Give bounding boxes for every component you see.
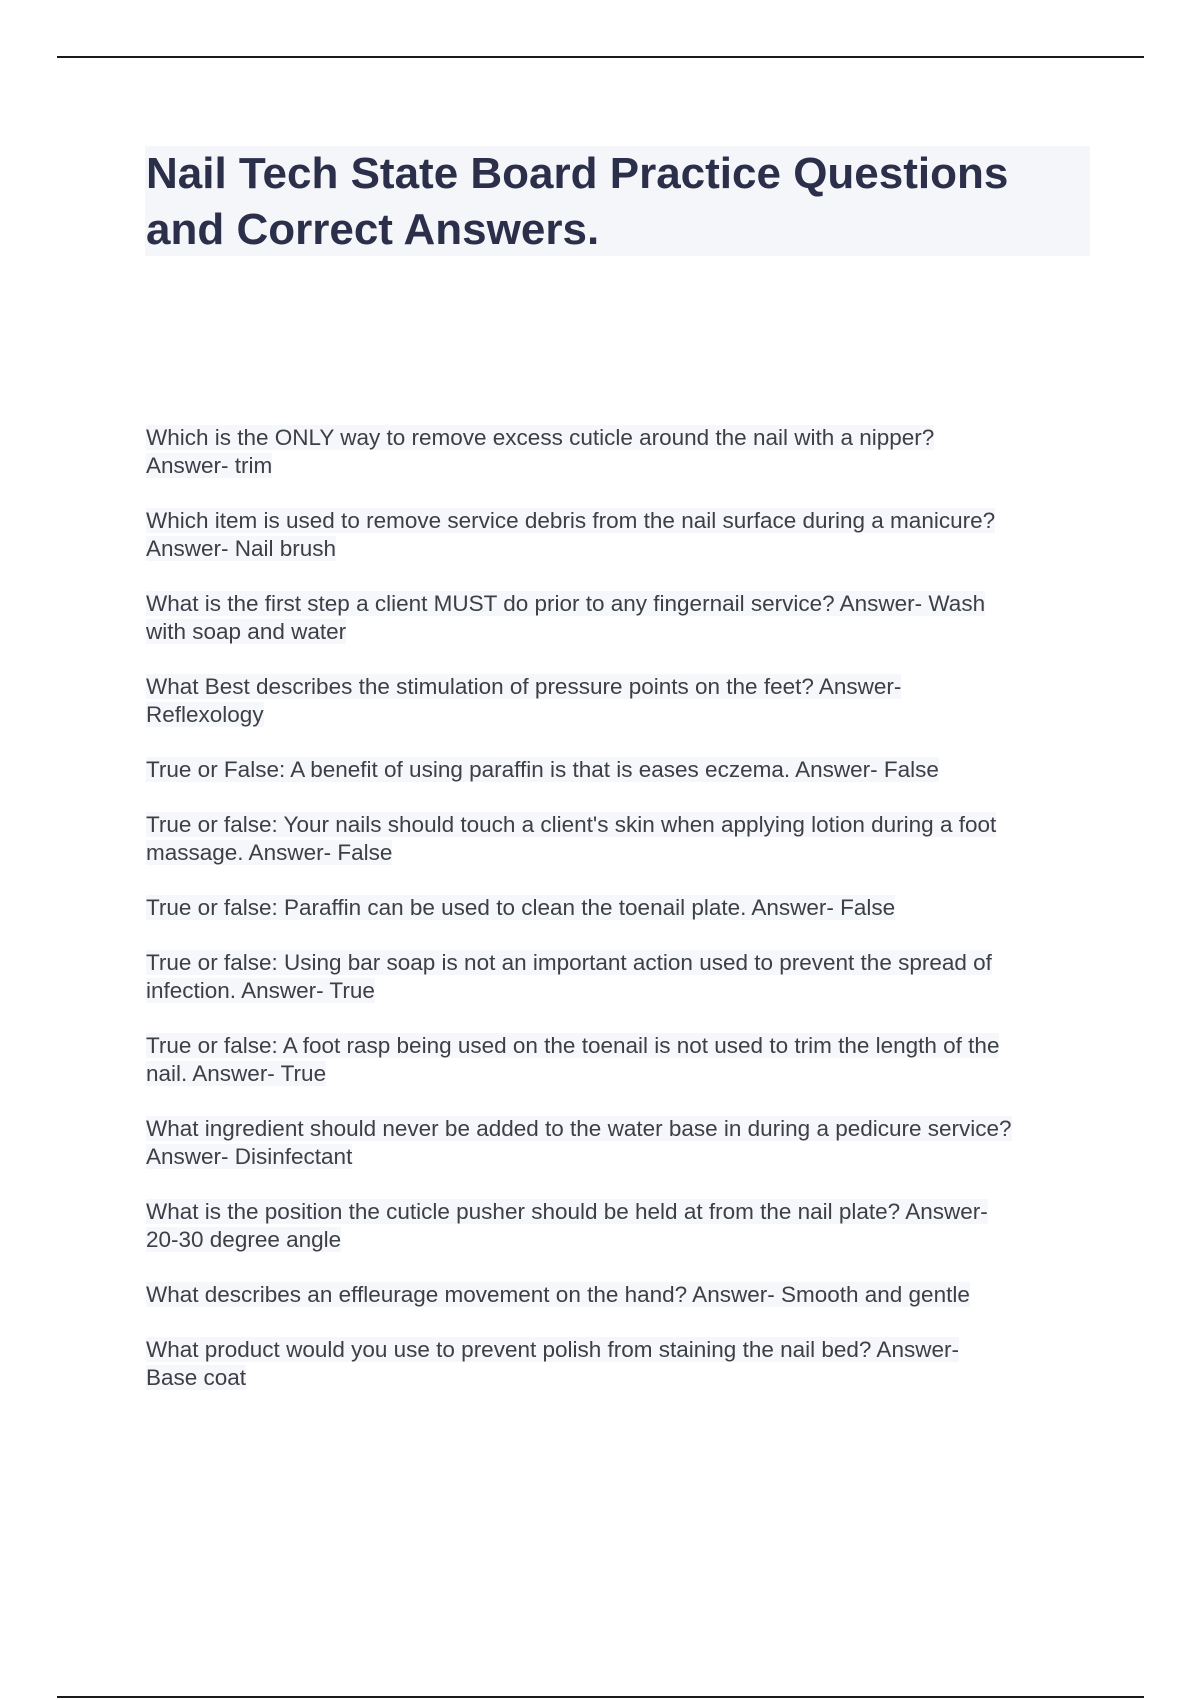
qa-text: What product would you use to prevent polish from staining the nail bed? Answer- Base coat [146,1337,959,1390]
document-title: Nail Tech State Board Practice Questions and Correct Answers. [146,149,1009,254]
bottom-rule [57,1696,1144,1698]
qa-text: What ingredient should never be added to the water base in during a pedicure service? Answer- Disinfectant [146,1116,1012,1169]
qa-text: What is the position the cuticle pusher should be held at from the nail plate? Answer- 20-30 degree angle [146,1199,988,1252]
qa-list [146,424,1091,1419]
qa-item [146,507,1091,563]
qa-text: What describes an effleurage movement on the hand? Answer- Smooth and gentle [146,1282,970,1307]
qa-text: True or False: A benefit of using paraffin is that is eases eczema. Answer- False [146,757,939,782]
qa-text: What Best describes the stimulation of pressure points on the feet? Answer- Reflexology [146,674,902,727]
qa-item [146,1198,1091,1254]
qa-item [146,756,1091,784]
qa-item [146,673,1091,729]
qa-item [146,1336,1091,1392]
qa-text: Which is the ONLY way to remove excess cuticle around the nail with a nipper? Answer- trim [146,425,935,478]
qa-item [146,1115,1091,1171]
qa-text: True or false: A foot rasp being used on the toenail is not used to trim the length of the nail. Answer- True [146,1033,1000,1086]
qa-text: True or false: Paraffin can be used to clean the toenail plate. Answer- False [146,895,896,920]
top-rule [57,56,1144,58]
qa-item [146,1281,1091,1309]
qa-text: Which item is used to remove service debris from the nail surface during a manicure? Answer- Nail brush [146,508,996,561]
qa-item [146,949,1091,1005]
qa-item [146,1032,1091,1088]
qa-text: True or false: Your nails should touch a client's skin when applying lotion during a foot massage. Answer- False [146,812,997,865]
qa-item [146,424,1091,480]
qa-text: True or false: Using bar soap is not an important action used to prevent the spread of infection. Answer- True [146,950,992,1003]
qa-item [146,894,1091,922]
qa-text: What is the first step a client MUST do prior to any fingernail service? Answer- Wash with soap and water [146,591,986,644]
qa-item [146,811,1091,867]
qa-item [146,590,1091,646]
